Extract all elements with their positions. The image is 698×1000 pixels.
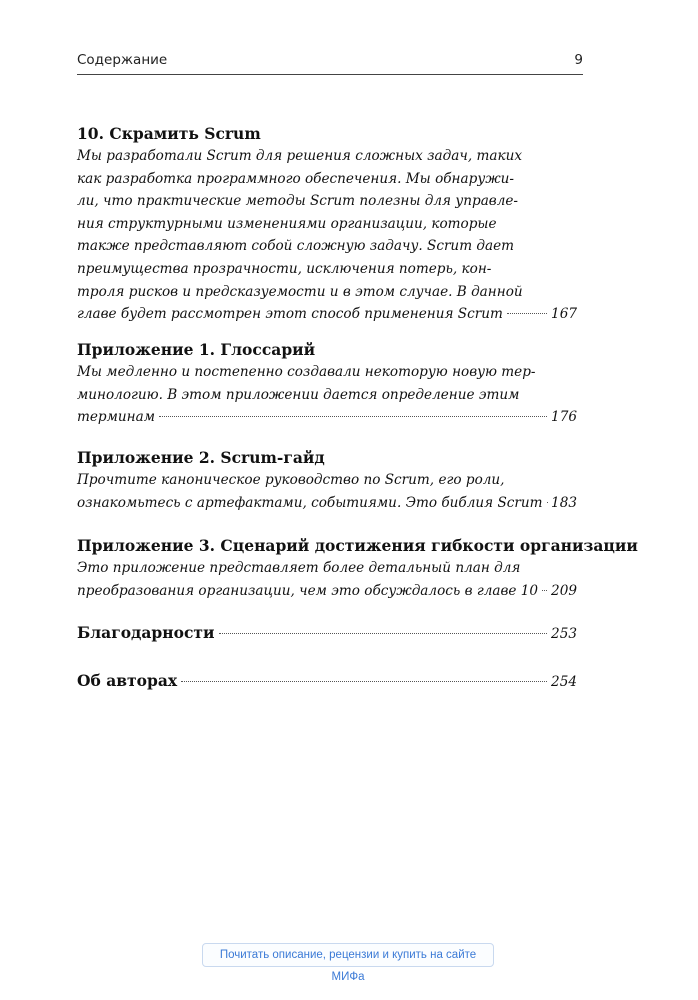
- toc-entry-last-line: [77, 406, 577, 429]
- toc-entry-description-line: ознакомьтесь с артефактами, событиями. Это библия Scrum: [77, 494, 543, 511]
- toc-entry-title: Приложение 1. Глоссарий: [77, 340, 316, 359]
- toc-entry-appendix-1[interactable]: [77, 339, 577, 429]
- toc-entry-title: 10. Скрамить Scrum: [77, 124, 261, 143]
- toc-entry-description-line: ния структурными изменениями организации, которые: [77, 215, 497, 232]
- toc-entry-description-line: главе будет рассмотрен этот способ применения Scrum: [77, 306, 503, 323]
- toc-entry-description-line: ли, что практические методы Scrum полезны для управле-: [77, 193, 519, 210]
- toc-entry-last-line: [77, 580, 577, 603]
- toc-entry-title: Благодарности: [77, 623, 215, 642]
- toc-entry-acknowledgements[interactable]: [77, 623, 577, 642]
- toc-page-number: 254: [551, 674, 577, 690]
- toc-entry-appendix-3[interactable]: [77, 535, 638, 602]
- dot-leader: [219, 633, 548, 634]
- toc-entry-last-line: [77, 492, 577, 515]
- toc-entry-description-line: Это приложение представляет более детальный план для: [77, 560, 521, 576]
- toc-entry-description-line: также представляют собой сложную задачу. Scrum дает: [77, 238, 515, 255]
- toc-entry-title: Об авторах: [77, 671, 178, 690]
- dot-leader: [507, 313, 547, 314]
- toc-entry-title: Приложение 2. Scrum-гайд: [77, 448, 325, 467]
- toc-page-number: 209: [551, 582, 577, 599]
- dot-leader: [159, 416, 547, 417]
- toc-entry-description-line: Мы разработали Scrum для решения сложных задач, таких: [77, 148, 523, 164]
- toc-page-number: 167: [551, 306, 577, 323]
- toc-entry-about-authors[interactable]: [77, 671, 577, 690]
- toc-entry-description-line: преобразования организации, чем это обсуждалось в главе 10: [77, 582, 539, 599]
- running-header: [77, 52, 583, 75]
- toc-entry-title: Приложение 3. Сценарий достижения гибкости организации: [77, 536, 638, 555]
- page-number: 9: [574, 52, 583, 68]
- toc-entry-appendix-2[interactable]: [77, 447, 577, 514]
- toc-entry-description-line: троля рисков и предсказуемости и в этом случае. В данной: [77, 283, 523, 300]
- toc-entry-description-line: Мы медленно и постепенно создавали некоторую новую тер-: [77, 364, 536, 380]
- dot-leader: [547, 502, 548, 503]
- toc-page-number: 253: [551, 626, 577, 642]
- header-title: Содержание: [77, 52, 168, 68]
- toc-page-number: 183: [551, 494, 577, 511]
- toc-entry-description-line: терминам: [77, 409, 155, 426]
- buy-on-mif-link[interactable]: Почитать описание, рецензии и купить на сайте МИФа: [202, 943, 494, 967]
- toc-page-number: 176: [551, 409, 577, 426]
- toc-entry-chapter-10[interactable]: [77, 123, 577, 326]
- toc-entry-description-line: как разработка программного обеспечения. Мы обнаружи-: [77, 170, 515, 187]
- toc-entry-description-line: Прочтите каноническое руководство по Scrum, его роли,: [77, 472, 505, 488]
- toc-entry-last-line: [77, 303, 577, 326]
- toc-entry-description-line: минологию. В этом приложении дается определение этим: [77, 386, 520, 403]
- dot-leader: [181, 681, 547, 682]
- toc-entry-description-line: преимущества прозрачности, исключения потерь, кон-: [77, 260, 492, 277]
- dot-leader: [542, 590, 547, 591]
